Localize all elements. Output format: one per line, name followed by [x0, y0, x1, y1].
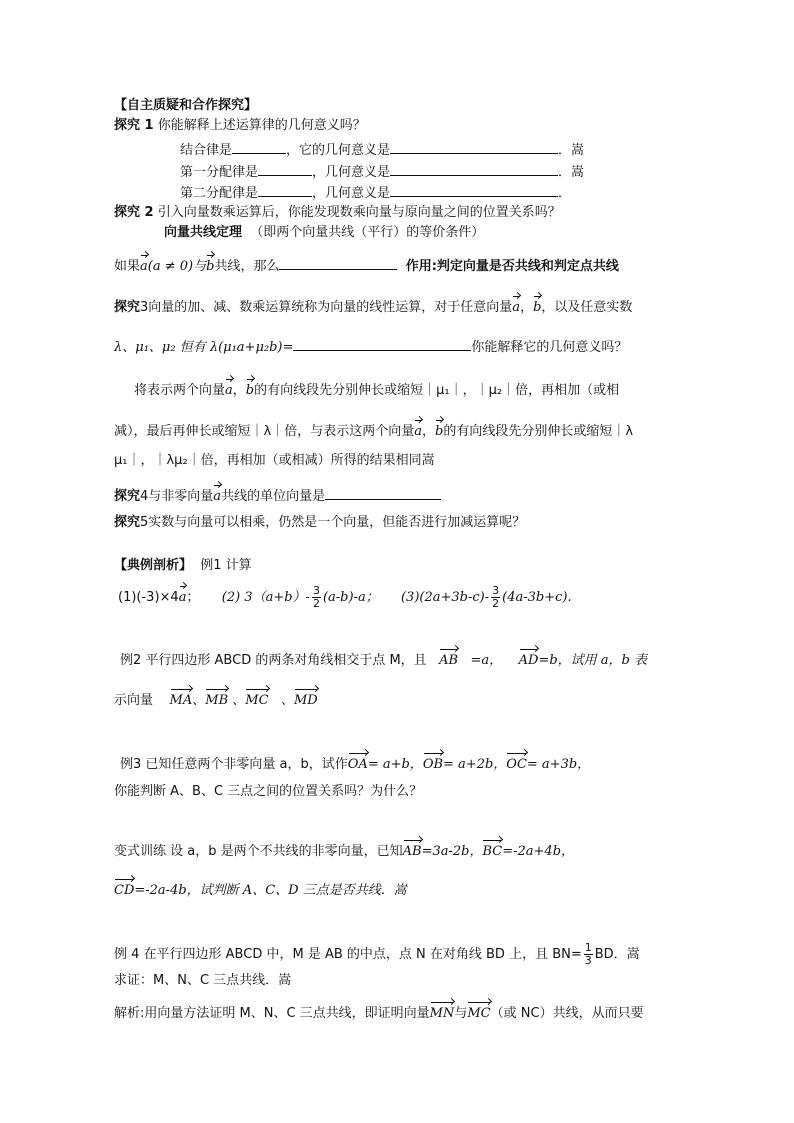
explore-5 [114, 514, 525, 532]
blank-line [390, 140, 558, 154]
blank-line [258, 183, 312, 197]
text: =a， [470, 653, 503, 668]
example-3-line-1 [120, 756, 590, 774]
blank-line [390, 183, 558, 197]
explore-4-label: 探究 [114, 489, 141, 504]
linear-combination-formula: λ、μ₁、μ₂ 恒有 λ(μ₁a+μ₂b)= [114, 340, 294, 355]
law-end: ．嵩 [558, 165, 585, 180]
vector-ab: AB [439, 653, 459, 668]
text: 的有向线段先分别伸长或缩短｜λ [443, 424, 634, 439]
text: 减），最后再伸长或缩短｜λ｜倍，与表示这两个向量 [114, 424, 415, 439]
example-1-part-1: (1)(-3)×4 [118, 590, 179, 605]
theorem-title-line [164, 224, 484, 242]
explore-1-label: 探究 1 [114, 118, 154, 133]
law-meaning-label: ，它的几何意义是 [286, 143, 391, 158]
text: =3a-2b， [421, 844, 483, 859]
vector-bc: BC [482, 844, 503, 859]
section-heading: 【自主质疑和合作探究】 [114, 98, 258, 113]
text: = a+3b， [526, 757, 591, 772]
text: 例3 已知任意两个非零向量 a，b，试作 [120, 757, 348, 772]
vector-b: b [245, 383, 255, 398]
law-distributive-2 [180, 183, 571, 203]
blank-line [390, 162, 558, 176]
explore-1 [114, 117, 366, 135]
theorem-title: 向量共线定理 [164, 225, 243, 240]
vector-b: b [533, 300, 542, 315]
law-end: ． [558, 186, 572, 201]
explore-4 [114, 486, 441, 506]
explanation-line-2: 减），最后再伸长或缩短｜λ｜倍，与表示这两个向量a，b的有向线段先分别伸长或缩短｜λ [114, 424, 634, 439]
text: ； [186, 590, 200, 605]
law-meaning-label: ，几何意义是 [312, 165, 391, 180]
example-1-part-2: (2) 3（a+b）- [221, 590, 310, 605]
text: （或 NC）共线，从而只要 [490, 1006, 644, 1021]
explore-4-text: 共线的单位向量是 [221, 489, 326, 504]
example-4-line-1 [114, 942, 640, 967]
vector-ad: AD [518, 653, 539, 668]
variant-line-2 [114, 882, 407, 900]
variant-line-1 [114, 843, 574, 861]
law-meaning-label: ，几何意义是 [312, 186, 391, 201]
explore-2 [114, 204, 561, 222]
fraction: $\frac{3}{2}$ [312, 584, 320, 610]
vector-a: a [512, 300, 521, 315]
condition: (a ≠ 0)与 [147, 259, 207, 274]
example-1-part-3: (3)(2a+3b-c)- [400, 590, 490, 605]
law-label: 第二分配律是 [180, 186, 259, 201]
blank-line [258, 162, 312, 176]
fraction: $\frac{1}{3}$ [584, 941, 592, 967]
text: =-2a+4b， [502, 844, 575, 859]
vector-oa: OA [347, 757, 368, 772]
vector-b: b [434, 424, 444, 439]
explore-1-text: 你能解释上述运算律的几何意义吗？ [153, 118, 366, 133]
example-4-line-3 [114, 1005, 644, 1023]
text: 解析:用向量方法证明 M、N、C 三点共线，即证明向量 [114, 1006, 430, 1021]
vector-b: b [206, 259, 215, 274]
vector-a: a [213, 489, 222, 504]
example-2-line-2: 示向量 MA、MB 、MC 、MD [114, 693, 318, 708]
separator: ， [520, 300, 534, 315]
vector-ob: OB [422, 757, 444, 772]
explore-3-label: 探究 [114, 300, 141, 315]
vector-ma: MA [169, 693, 193, 708]
text: =-2a-4b，试判断 A、C、D 三点是否共线．嵩 [134, 883, 407, 898]
explore-2-label: 探究 2 [114, 205, 154, 220]
example-2-line-1 [120, 652, 647, 670]
vector-mn: MN [429, 1006, 455, 1021]
text: 例2 平行四边形 ABCD 的两条对角线相交于点 M，且 [120, 653, 427, 668]
explore-3-question: 你能解释它的几何意义吗？ [471, 340, 628, 355]
text: = a+2b， [443, 757, 507, 772]
example-heading-line [114, 557, 252, 575]
blank-line [325, 486, 441, 500]
example-4-line-2: 求证：M、N、C 三点共线．嵩 [114, 973, 292, 988]
law-associative [180, 140, 584, 160]
explore-4-text: 4与非零向量 [140, 489, 214, 504]
text: 共线，那么 [214, 259, 280, 274]
text: 变式训练 设 a，b 是两个不共线的非零向量，已知 [114, 844, 403, 859]
examples-heading: 【典例剖析】 [114, 558, 193, 573]
vector-ab: AB [402, 844, 422, 859]
law-label: 结合律是 [180, 143, 233, 158]
vector-oc: OC [506, 757, 527, 772]
theorem-statement [114, 256, 619, 276]
law-distributive-1 [180, 162, 584, 182]
text: BD．嵩 [594, 947, 640, 962]
vector-mb: MB [205, 693, 229, 708]
vector-mc: MC [245, 693, 269, 708]
theorem-note: （即两个向量共线（平行）的等价条件） [250, 225, 485, 240]
explore-5-text: 5实数与向量可以相乘，仍然是一个向量，但能否进行加减运算呢？ [140, 515, 526, 530]
law-label: 第一分配律是 [180, 165, 259, 180]
blank-line [232, 140, 286, 154]
example-1-title: 例1 计算 [200, 558, 252, 573]
theorem-role: 作用:判定向量是否共线和判定点共线 [405, 259, 619, 274]
vector-a: a [225, 383, 233, 398]
vector-cd: CD [114, 883, 135, 898]
text: = a+b， [367, 757, 423, 772]
text: =b，试用 a，b 表 [538, 653, 648, 668]
explore-3-text: 3向量的加、减、数乘运算统称为向量的线性运算，对于任意向量 [140, 300, 513, 315]
text: 的有向线段先分别伸长或缩短｜μ₁｜，｜μ₂｜倍，再相加（或相 [254, 383, 620, 398]
text: 如果 [114, 259, 141, 274]
vector-md: MD [293, 693, 318, 708]
example-1-part-3-end: (4a-3b+c). [502, 590, 572, 605]
example-1-part-2-end: (a-b)-a； [322, 590, 379, 605]
example-1-parts [118, 585, 572, 610]
blank-line [293, 337, 471, 351]
text: 与 [454, 1006, 468, 1021]
vector-a: a [414, 424, 422, 439]
explanation-line-1: 将表示两个向量a，b的有向线段先分别伸长或缩短｜μ₁｜，｜μ₂｜倍，再相加（或相 [134, 383, 620, 398]
explore-3 [114, 299, 632, 317]
vector-a: a [140, 259, 148, 274]
text: 示向量 [114, 693, 154, 708]
explanation-line-3: μ₁｜，｜λμ₂｜倍，再相加（或相减）所得的结果相同嵩 [114, 453, 435, 468]
vector-a: a [178, 590, 187, 605]
law-end: ．嵩 [558, 143, 585, 158]
explore-3-text: ，以及任意实数 [541, 300, 633, 315]
blank-line [279, 256, 397, 270]
explore-5-label: 探究 [114, 515, 141, 530]
vector-mc: MC [467, 1006, 491, 1021]
text: 将表示两个向量 [134, 383, 226, 398]
fraction: $\frac{3}{2}$ [492, 584, 500, 610]
example-3-line-2: 你能判断 A、B、C 三点之间的位置关系吗？为什么？ [114, 784, 423, 799]
text: 例 4 在平行四边形 ABCD 中，M 是 AB 的中点，点 N 在对角线 BD 上，且 BN= [114, 947, 582, 962]
explore-3-formula [114, 337, 627, 357]
explore-2-text: 引入向量数乘运算后，你能发现数乘向量与原向量之间的位置关系吗？ [153, 205, 561, 220]
